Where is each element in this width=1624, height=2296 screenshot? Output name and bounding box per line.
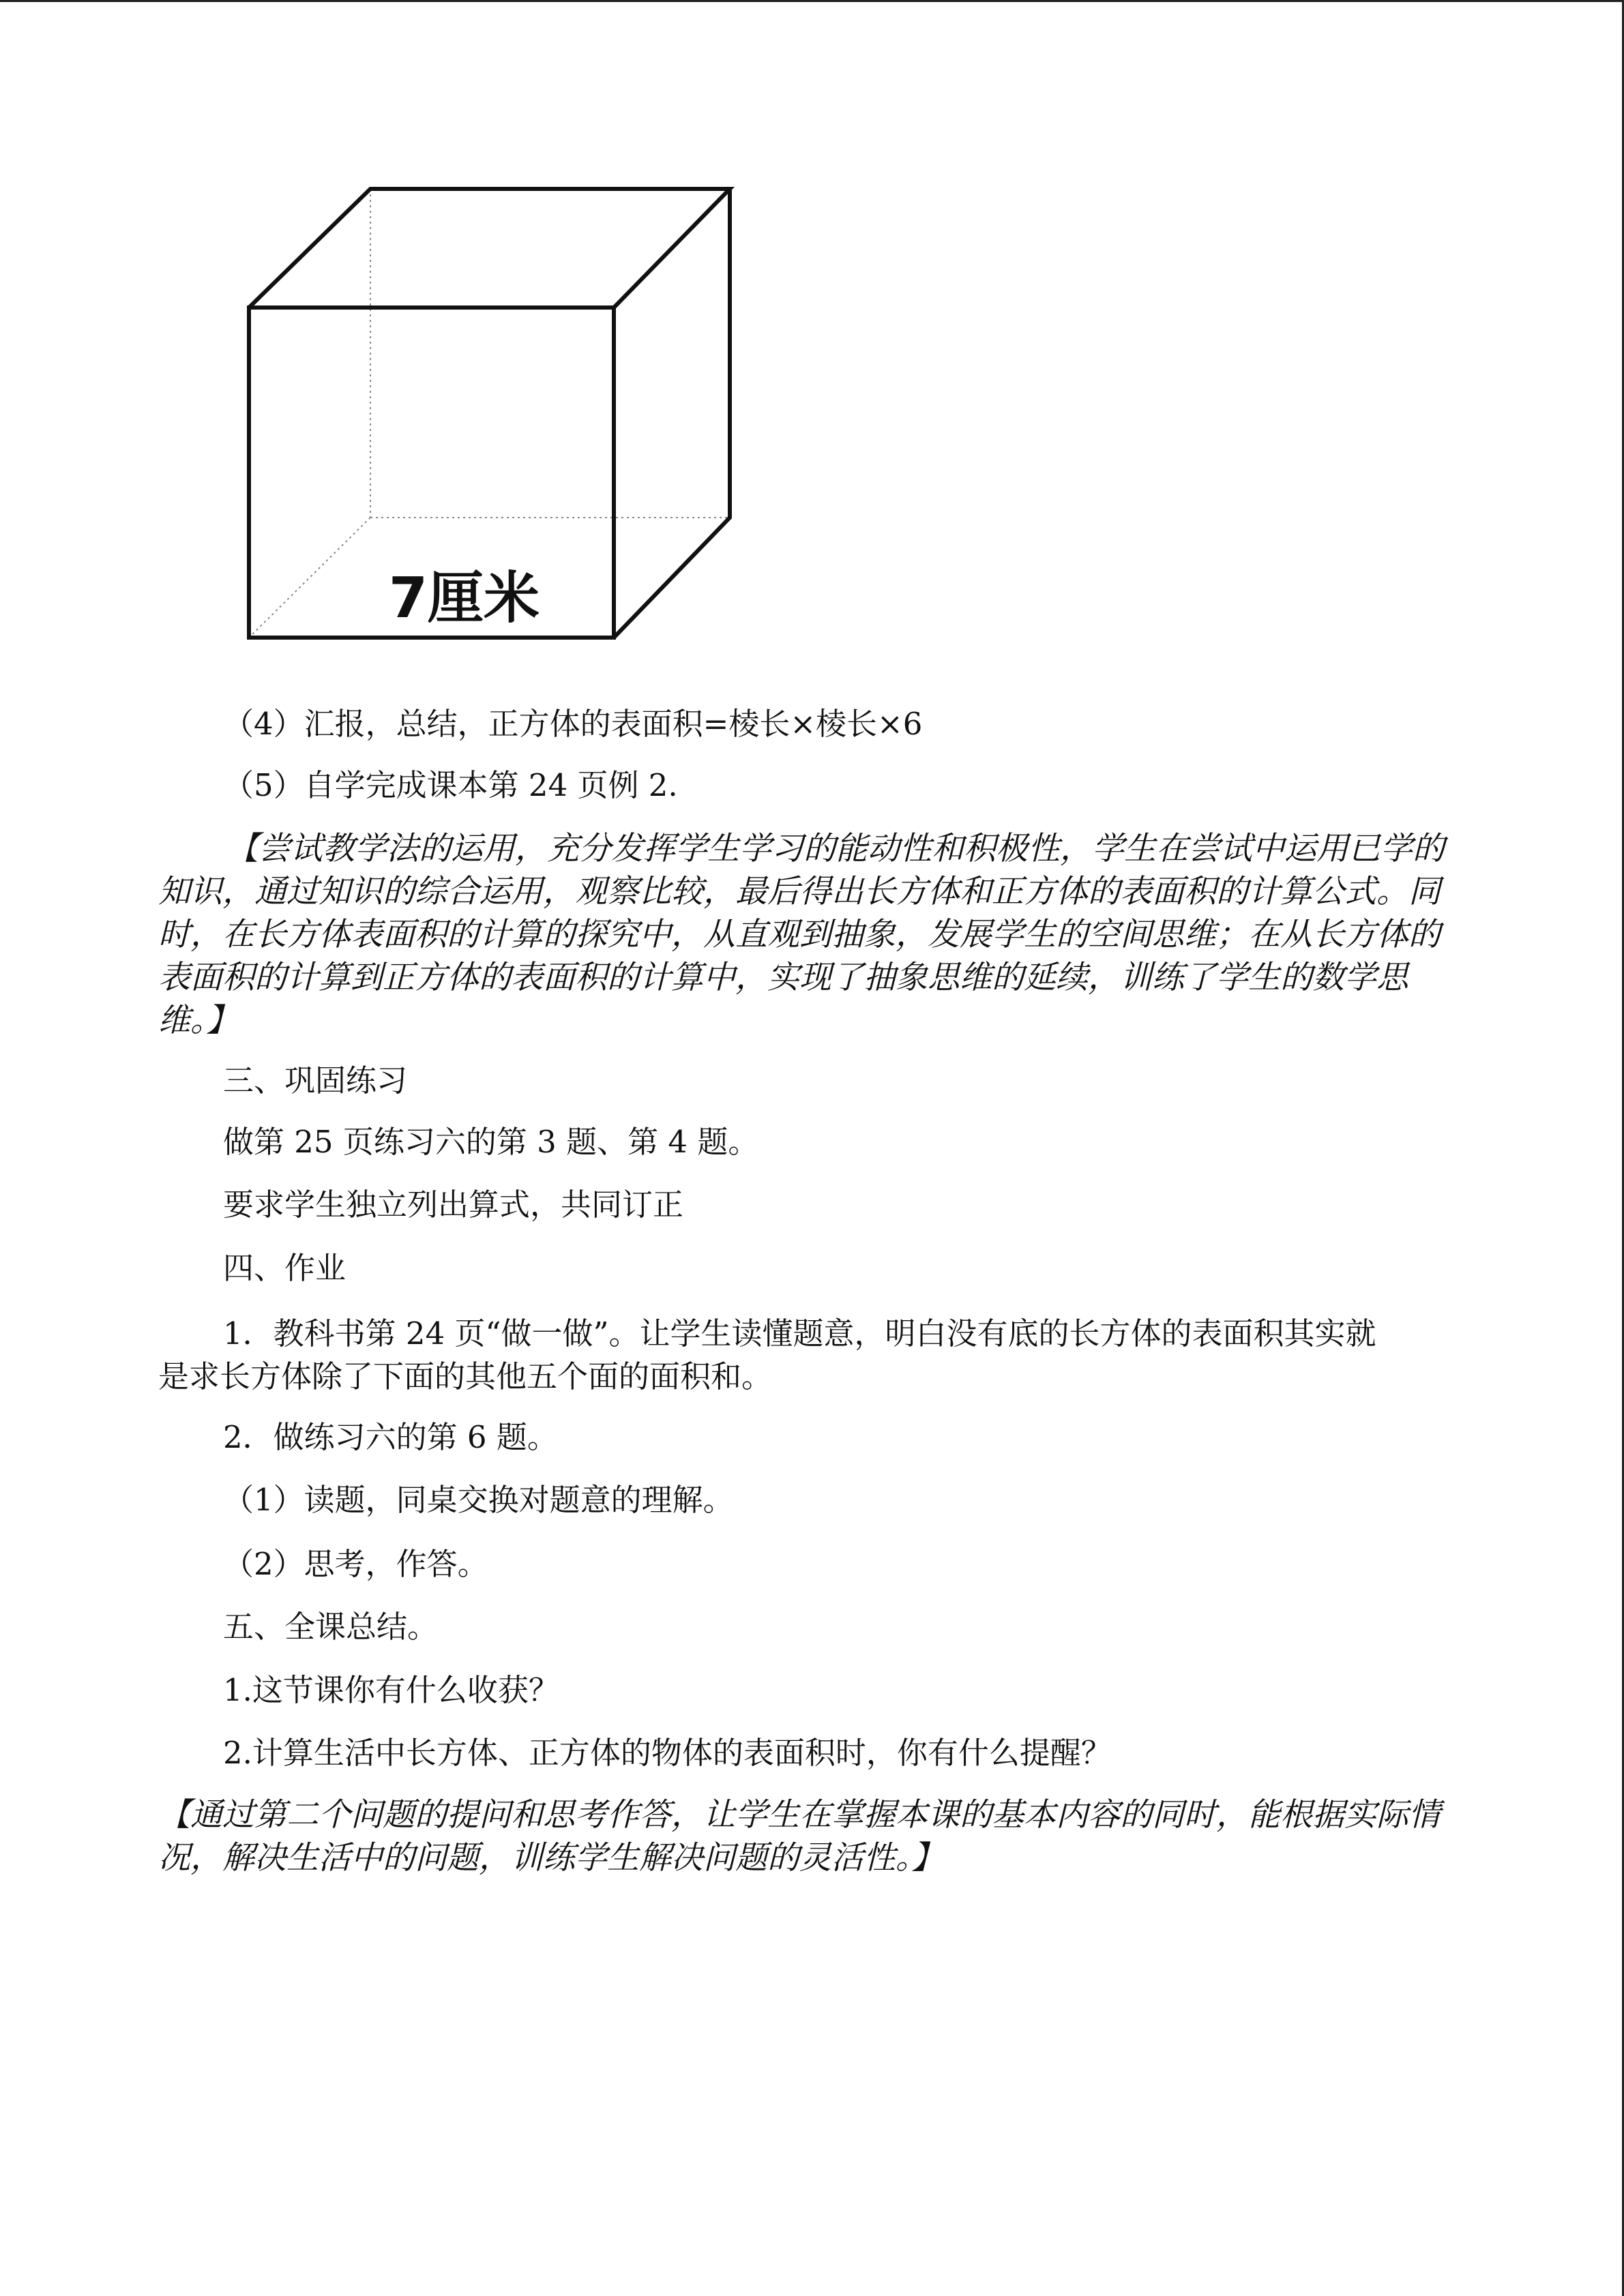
teaching-note-2 [158,1793,1468,1879]
section-5-title: 五、全课总结。 [223,1609,439,1645]
note-1-line: 维。】 [158,1002,239,1039]
step-4: （4）汇报，总结，正方体的表面积=棱长×棱长×6 [223,706,923,742]
homework-1-line: 是求长方体除了下面的其他五个面的面积和。 [158,1358,773,1395]
note-1-line: 【尝试教学法的运用，充分发挥学生学习的能动性和积极性，学生在尝试中运用已学的 [226,830,1445,867]
homework-2: 2．做练习六的第 6 题。 [223,1419,558,1455]
summary-question-1: 1.这节课你有什么收获？ [223,1672,559,1708]
homework-1-line: 1．教科书第 24 页“做一做”。让学生读懂题意，明白没有底的长方体的表面积其实就 [223,1315,1376,1352]
section-3-line-1: 做第 25 页练习六的第 3 题、第 4 题。 [223,1124,759,1160]
note-1-line: 知识，通过知识的综合运用，观察比较，最后得出长方体和正方体的表面积的计算公式。同 [158,873,1441,910]
cube-figure [232,181,737,644]
step-5: （5）自学完成课本第 24 页例 2. [223,767,678,803]
note-2-line: 况，解决生活中的问题，训练学生解决问题的灵活性。】 [158,1839,944,1877]
section-3-title: 三、巩固练习 [223,1062,408,1099]
homework-2-sub-2: （2）思考，作答。 [223,1546,488,1582]
cube-edge-label: 7厘米 [389,566,540,631]
teaching-note-1 [158,827,1468,1042]
note-2-line: 【通过第二个问题的提问和思考作答，让学生在掌握本课的基本内容的同时，能根据实际情 [158,1796,1441,1834]
cube-hidden-edge-diagonal [249,518,370,638]
cube-right-face [614,189,730,638]
note-1-line: 表面积的计算到正方体的表面积的计算中，实现了抽象思维的延续，训练了学生的数学思 [158,959,1408,996]
page-top-border [0,0,1624,2]
section-3-line-2: 要求学生独立列出算式，共同订正 [223,1187,684,1223]
homework-1 [158,1312,1468,1398]
cube-top-face [249,189,730,308]
summary-question-2: 2.计算生活中长方体、正方体的物体的表面积时，你有什么提醒？ [223,1735,1112,1771]
note-1-line: 时，在长方体表面积的计算的探究中，从直观到抽象，发展学生的空间思维；在从长方体的 [158,916,1441,953]
section-4-title: 四、作业 [223,1250,346,1286]
homework-2-sub-1: （1）读题，同桌交换对题意的理解。 [223,1482,734,1518]
cube-drawing [232,181,737,644]
